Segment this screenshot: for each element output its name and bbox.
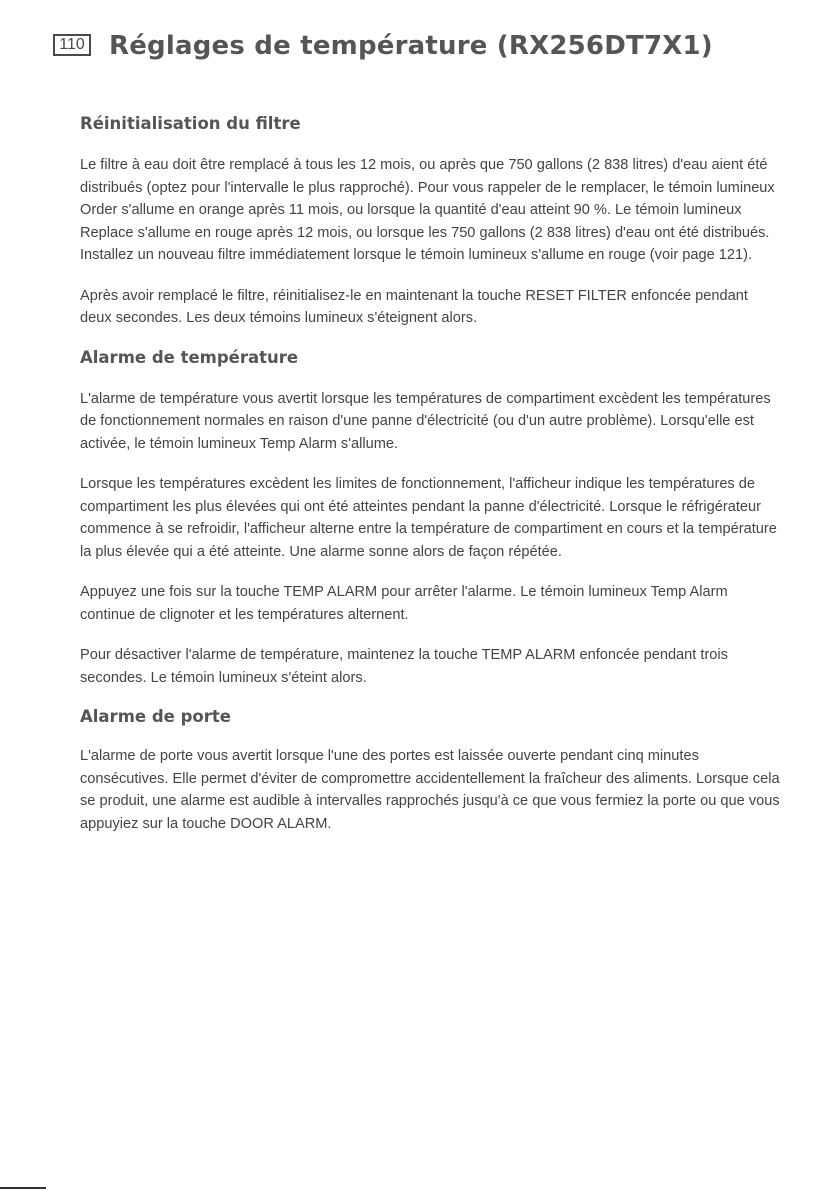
- page-number-box: 110: [53, 34, 91, 56]
- paragraph: L'alarme de température vous avertit lorsque les températures de compartiment excèdent les températures de fonctionnement normales en raison d'une panne d'électricité (ou d'un autre problème). Lorsqu'elle est activée, le témoin lumineux Temp Alarm s'allume.: [80, 390, 771, 452]
- paragraph: Après avoir remplacé le filtre, réinitialisez-le en maintenant la touche RESET FILTER enfoncée pendant deux secondes. Les deux témoins lumineux s'éteignent alors.: [80, 287, 748, 326]
- section-door-alarm: [80, 703, 780, 835]
- paragraph: L'alarme de porte vous avertit lorsque l'une des portes est laissée ouverte pendant cinq minutes consécutives. Elle permet d'éviter de compromettre accidentellement la fraîcheur des aliments. Lorsque cela se produit, une alarme est audible à intervalles rapprochés jusqu'à ce que vous fermiez la porte ou que vous appuyiez sur la touche DOOR ALARM.: [80, 748, 780, 832]
- section-heading: Alarme de porte: [80, 707, 231, 726]
- section-heading: Réinitialisation du filtre: [80, 114, 301, 133]
- paragraph: Appuyez une fois sur la touche TEMP ALARM pour arrêter l'alarme. Le témoin lumineux Temp Alarm continue de clignoter et les températures alternent.: [80, 584, 728, 623]
- section-filter-reset: [80, 110, 780, 330]
- section-heading: Alarme de température: [80, 347, 299, 367]
- paragraph: Lorsque les températures excèdent les limites de fonctionnement, l'afficheur indique les températures de compartiment les plus élevées qui ont été atteintes pendant la panne d'électricité. Lorsque le réfrigérateur commence à se refroidir, l'afficheur alterne entre la température de compartiment en cours et la température la plus élevée qui a été atteinte. Une alarme sonne alors de façon répétée.: [80, 476, 777, 560]
- section-temperature-alarm: [80, 344, 780, 690]
- document-body: [80, 110, 780, 853]
- page-title: Réglages de température (RX256DT7X1): [109, 31, 713, 61]
- footer-rule: [0, 1187, 46, 1189]
- paragraph: Le filtre à eau doit être remplacé à tous les 12 mois, ou après que 750 gallons (2 838 litres) d'eau aient été distribués (optez pour l'intervalle le plus rapproché). Pour vous rappeler de le remplacer, le témoin lumineux Order s'allume en orange après 11 mois, ou lorsque la quantité d'eau atteint 90 %. Le témoin lumineux Replace s'allume en rouge après 12 mois, ou lorsque les 750 gallons (2 838 litres) d'eau ont été distribués. Installez un nouveau filtre immédiatement lorsque le témoin lumineux s'allume en rouge (voir page 121).: [80, 157, 775, 263]
- paragraph: Pour désactiver l'alarme de température, maintenez la touche TEMP ALARM enfoncée pendant trois secondes. Le témoin lumineux s'éteint alors.: [80, 647, 728, 686]
